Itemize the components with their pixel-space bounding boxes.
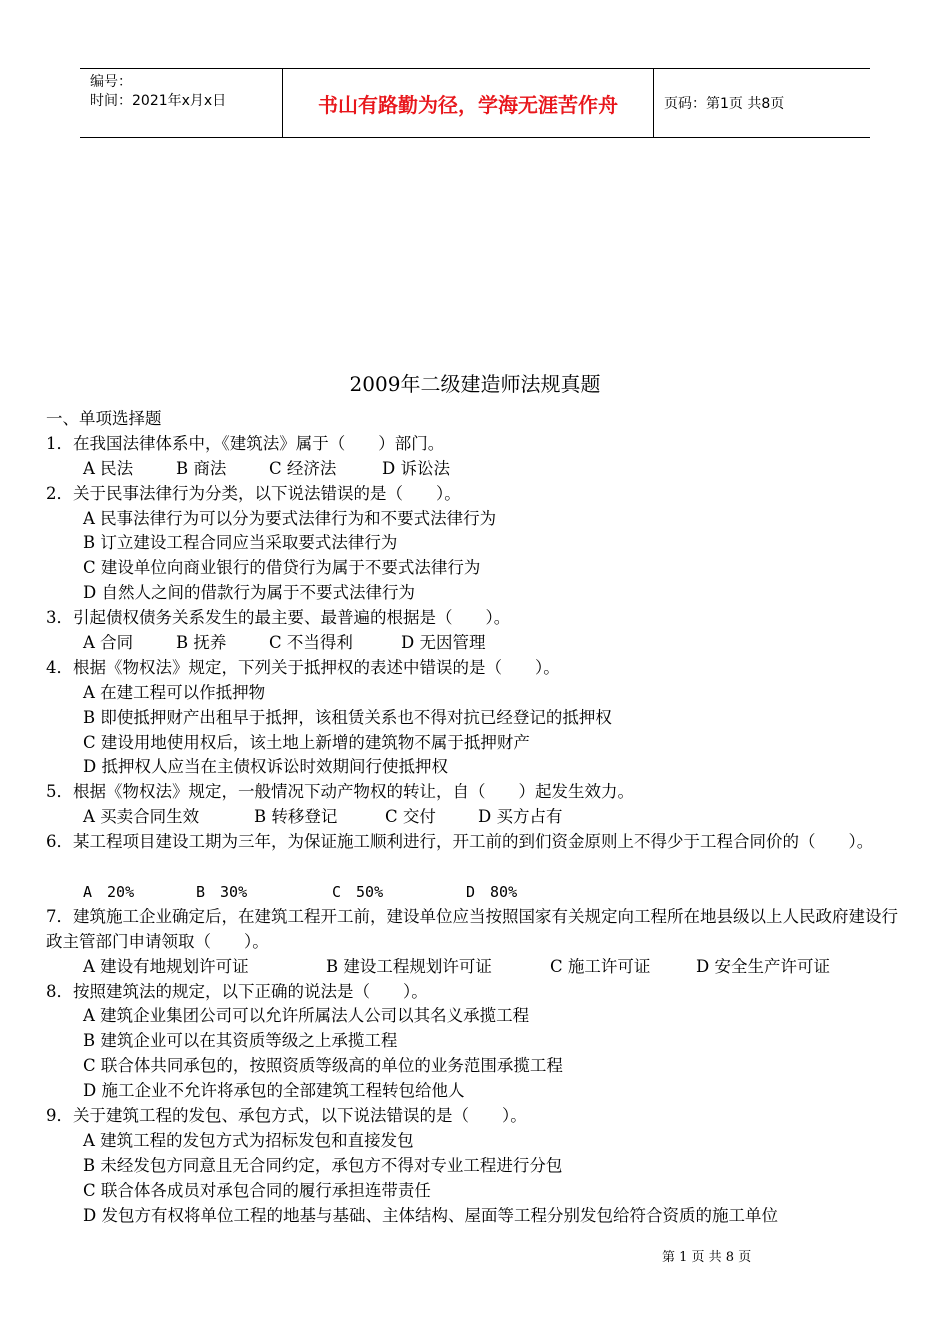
option-d: D 抵押权人应当在主债权诉讼时效期间行使抵押权: [83, 757, 448, 777]
option-b: B 订立建设工程合同应当采取要式法律行为: [83, 533, 398, 553]
question-list: [46, 407, 908, 1228]
question-1-stem: 1．在我国法律体系中，《建筑法》属于（ ）部门。: [46, 433, 445, 453]
option-b: B 未经发包方同意且无合同约定，承包方不得对专业工程进行分包: [83, 1155, 563, 1175]
page-footer: 第 1 页 共 8 页: [662, 1250, 752, 1265]
header-meta: [80, 69, 282, 137]
option-a: A 民事法律行为可以分为要式法律行为和不要式法律行为: [83, 508, 497, 528]
option-a: A 在建工程可以作抵押物: [83, 682, 266, 702]
option-a: A 民法: [83, 458, 134, 478]
option-a: A 合同: [83, 633, 134, 653]
question-4-stem: 4．根据《物权法》规定，下列关于抵押权的表述中错误的是（ ）。: [46, 657, 560, 677]
option-a: A 20%: [83, 882, 135, 901]
option-d: D 施工企业不允许将承包的全部建筑工程转包给他人: [83, 1081, 465, 1101]
option-d: D 诉讼法: [382, 458, 450, 478]
question-2-stem: 2．关于民事法律行为分类，以下说法错误的是（ ）。: [46, 483, 461, 503]
option-c: C 建设单位向商业银行的借贷行为属于不要式法律行为: [83, 558, 481, 578]
option-c: C 50%: [332, 882, 384, 901]
option-d: D 80%: [466, 882, 518, 901]
option-a: A 建设有地规划许可证: [83, 956, 249, 976]
question-8-stem: 8．按照建筑法的规定，以下正确的说法是（ ）。: [46, 981, 428, 1001]
option-a: A 建筑工程的发包方式为招标发包和直接发包: [83, 1130, 414, 1150]
option-c: C 施工许可证: [550, 956, 651, 976]
question-6-stem: 6．某工程项目建设工期为三年，为保证施工顺利进行，开工前的到们资金原则上不得少于工程合同价的（ ）。: [46, 832, 874, 852]
option-c: C 经济法: [269, 458, 337, 478]
option-b: B 抚养: [176, 633, 227, 653]
option-b: B 建设工程规划许可证: [326, 956, 492, 976]
option-c: C 联合体共同承包的，按照资质等级高的单位的业务范围承揽工程: [83, 1056, 563, 1076]
option-c: C 联合体各成员对承包合同的履行承担连带责任: [83, 1180, 431, 1200]
option-d: D 安全生产许可证: [696, 956, 830, 976]
question-5-stem: 5．根据《物权法》规定，一般情况下动产物权的转让，自（ ）起发生效力。: [46, 782, 634, 802]
question-7-stem: 7．建筑施工企业确定后，在建筑工程开工前，建设单位应当按照国家有关规定向工程所在地县级以上人民政府建设行政主管部门申请领取（ ）。: [46, 906, 898, 951]
question-3-stem: 3．引起债权债务关系发生的最主要、最普遍的根据是（ ）。: [46, 608, 511, 628]
option-c: C 不当得利: [269, 633, 353, 653]
question-3-options: [46, 631, 908, 656]
option-b: B 建筑企业可以在其资质等级之上承揽工程: [83, 1031, 398, 1051]
option-b: B 30%: [196, 882, 248, 901]
question-5-options: [46, 805, 908, 830]
document-title: 2009年二级建造师法规真题: [349, 372, 601, 396]
option-b: B 即使抵押财产出租早于抵押，该租赁关系也不得对抗已经登记的抵押权: [83, 707, 612, 727]
option-d: D 发包方有权将单位工程的地基与基础、主体结构、屋面等工程分别发包给符合资质的施工单位: [83, 1205, 778, 1225]
option-b: B 转移登记: [254, 807, 338, 827]
option-c: C 建设用地使用权后，该土地上新增的建筑物不属于抵押财产: [83, 732, 530, 752]
option-d: D 买方占有: [478, 807, 563, 827]
time-label: 时间：2021年x月x日: [90, 93, 227, 109]
option-b: B 商法: [176, 458, 227, 478]
question-1-options: [46, 457, 908, 482]
question-7-options: [46, 955, 908, 980]
header-table: [80, 68, 870, 138]
page-info: 页码：第1页 共8页: [664, 96, 785, 112]
option-a: A 建筑企业集团公司可以允许所属法人公司以其名义承揽工程: [83, 1006, 530, 1026]
option-a: A 买卖合同生效: [83, 807, 200, 827]
number-label: 编号：: [90, 74, 132, 90]
motto: 书山有路勤为径，学海无涯苦作舟: [282, 69, 654, 137]
section-heading: 一、单项选择题: [46, 409, 162, 428]
option-c: C 交付: [385, 807, 436, 827]
question-9-stem: 9．关于建筑工程的发包、承包方式，以下说法错误的是（ ）。: [46, 1105, 527, 1125]
option-d: D 自然人之间的借款行为属于不要式法律行为: [83, 583, 415, 603]
question-6-options: [46, 880, 908, 905]
option-d: D 无因管理: [401, 633, 486, 653]
